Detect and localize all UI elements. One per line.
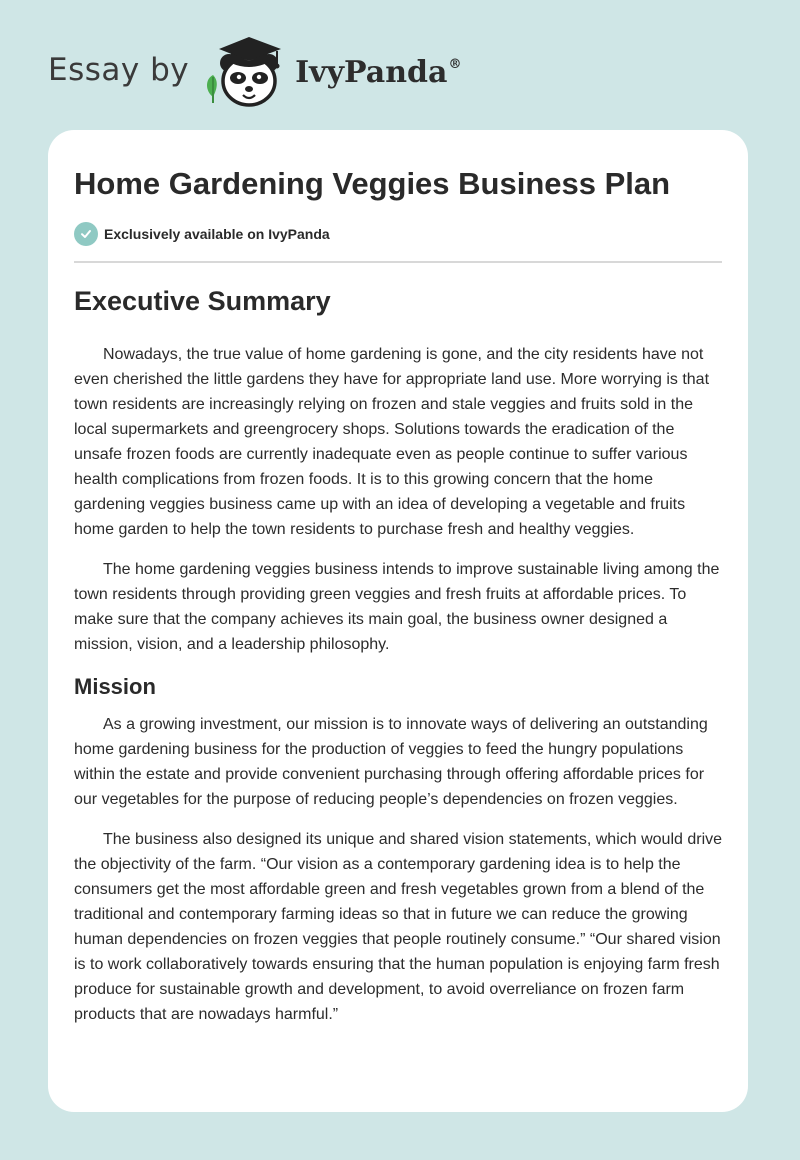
- section-heading-executive-summary: Executive Summary: [74, 286, 331, 316]
- paragraph: The business also designed its unique and shared vision statements, which would drive the objectivity of the farm. “Our vision as a contemporary gardening idea is to help the consumers get the most affordable green and fresh vegetables grown from a blend of the traditional and contemporary farming ideas so that in future we can reduce the growing human dependencies on frozen veggies that people routinely consume.” “Our shared vision is to work collaboratively towards ensuring that the human population is enjoying farm fresh produce for sustainable growth and development, to avoid overreliance on frozen farm products that are nowadays harmful.”: [74, 831, 723, 1023]
- panda-graduation-cap-icon: [203, 31, 291, 109]
- essay-by-label: Essay by: [48, 52, 190, 88]
- paragraph: The home gardening veggies business intends to improve sustainable living among the town residents through providing green veggies and fresh fruits at affordable prices. To make sure that the company achieves its main goal, the business owner designed a mission, vision, and a leadership philosophy.: [74, 561, 720, 653]
- page-title: Home Gardening Veggies Business Plan: [74, 166, 671, 201]
- exclusive-badge: [74, 222, 330, 246]
- divider: [74, 261, 722, 263]
- check-circle-icon: [74, 222, 98, 246]
- paragraph: Nowadays, the true value of home gardening is gone, and the city residents have not even cherished the little gardens they have for appropriate land use. More worrying is that town residents are increasingly relying on frozen and stale veggies and fruits sold in the local supermarkets and greengrocery shops. Solutions towards the eradication of the unsafe frozen foods are currently inadequate even as people continue to suffer various health complications from frozen foods. It is to this growing concern that the home gardening veggies business came up with an idea of developing a vegetable and fruits home garden to help the town residents to purchase fresh and healthy veggies.: [74, 346, 710, 538]
- essay-body: [74, 284, 724, 1042]
- site-header: [48, 30, 461, 110]
- section-heading-mission: Mission: [74, 674, 156, 699]
- exclusive-label: Exclusively available on IvyPanda: [104, 226, 330, 242]
- paragraph: As a growing investment, our mission is to innovate ways of delivering an outstanding home gardening business for the production of veggies to feed the hungry populations within the estate and provide convenient purchasing through offering affordable prices for our vegetables for the purpose of reducing people’s dependencies on frozen veggies.: [74, 716, 708, 808]
- essay-card: [48, 130, 748, 1112]
- registered-mark: ®: [448, 56, 462, 72]
- brand-name[interactable]: IvyPanda®: [295, 54, 462, 90]
